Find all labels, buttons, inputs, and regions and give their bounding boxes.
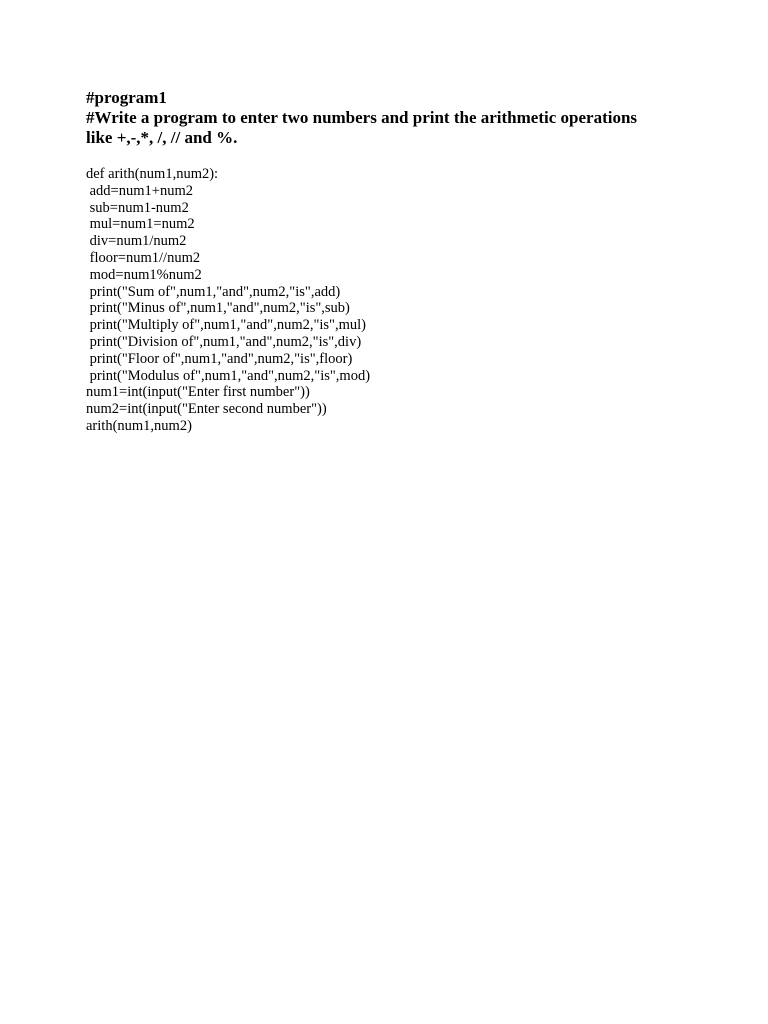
document-content — [86, 88, 706, 435]
code-line: num1=int(input("Enter first number")) — [86, 384, 310, 401]
program-description-line-1: #Write a program to enter two numbers and print the arithmetic operations — [86, 108, 638, 127]
code-line: mul=num1=num2 — [86, 216, 195, 233]
program-heading: #program1 — [86, 88, 167, 107]
code-line: num2=int(input("Enter second number")) — [86, 401, 327, 418]
code-line: print("Modulus of",num1,"and",num2,"is",mod) — [86, 367, 371, 384]
code-line: print("Sum of",num1,"and",num2,"is",add) — [86, 283, 341, 300]
program-description-line-2: like +,-,*, /, // and %. — [86, 128, 238, 147]
code-line: def arith(num1,num2): — [86, 166, 219, 182]
code-line: print("Floor of",num1,"and",num2,"is",floor) — [86, 350, 353, 367]
code-line: print("Multiply of",num1,"and",num2,"is",mul) — [86, 317, 366, 334]
code-line: add=num1+num2 — [86, 182, 193, 199]
code-line: arith(num1,num2) — [86, 417, 192, 434]
code-line: print("Minus of",num1,"and",num2,"is",sub) — [86, 300, 350, 317]
code-line: floor=num1//num2 — [86, 249, 201, 266]
code-line: print("Division of",num1,"and",num2,"is",div) — [86, 333, 362, 350]
code-line: div=num1/num2 — [86, 233, 187, 250]
code-block — [86, 166, 706, 435]
code-line: sub=num1-num2 — [86, 199, 189, 216]
code-line: mod=num1%num2 — [86, 266, 202, 283]
